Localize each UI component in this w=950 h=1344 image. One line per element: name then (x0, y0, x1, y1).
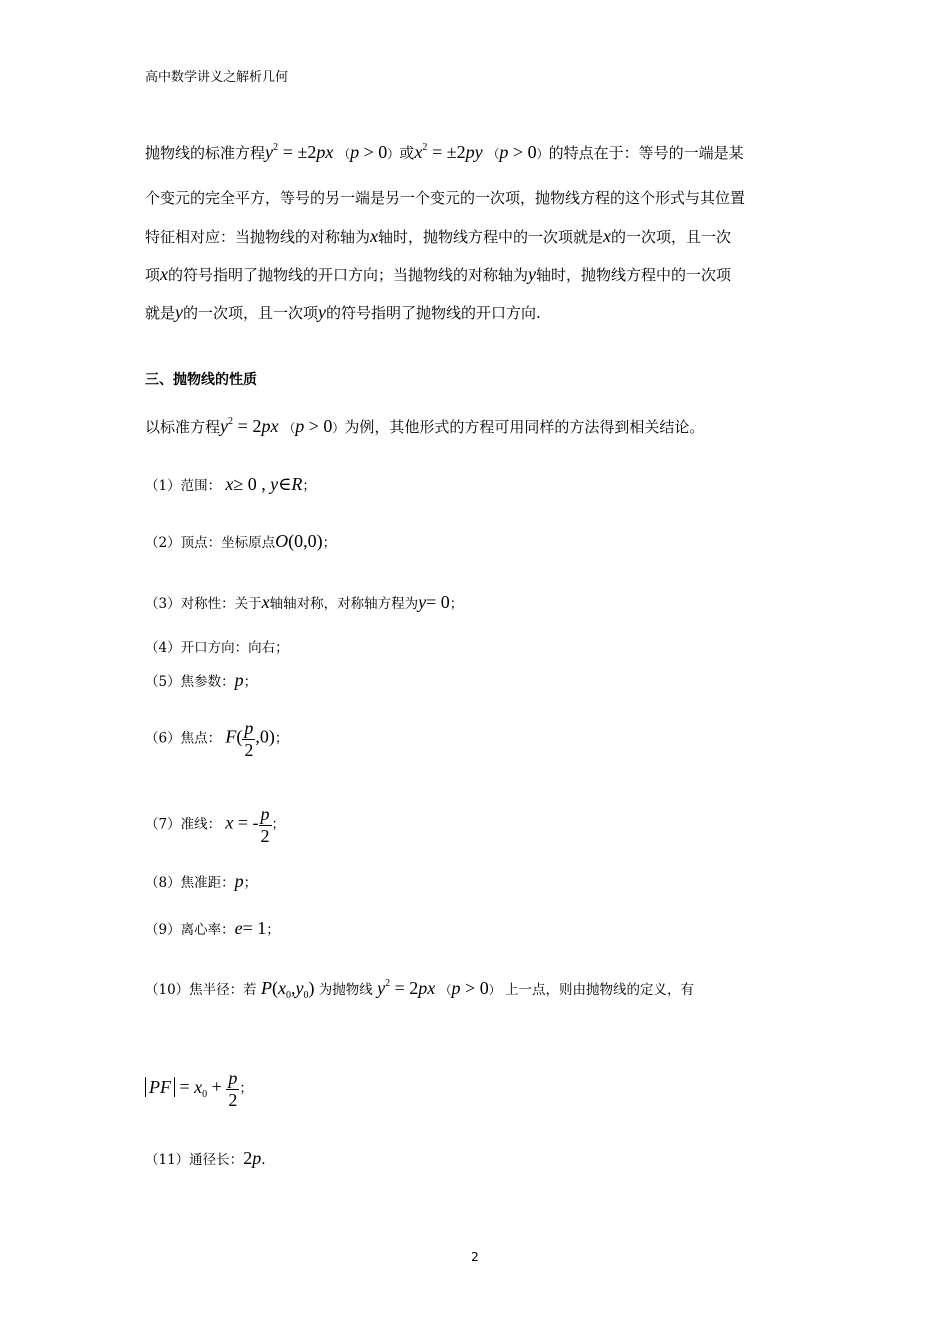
page-number: 2 (471, 1250, 479, 1264)
property-vertex: （2）顶点：坐标原点O(0,0)； (145, 531, 337, 551)
fraction-p-over-2: $\frac{p}{2}$ (228, 1068, 238, 1110)
property-focus-directrix-distance: （8）焦准距：p； (145, 871, 258, 891)
paragraph-line-3: 特征相对应：当抛物线的对称轴为x轴时，抛物线方程中的一次项就是x的一次项，且一次 (145, 226, 732, 246)
property-directrix: （7）准线： x = - $\frac{p}{2}$ ； (145, 804, 286, 846)
page-header: 高中数学讲义之解析几何 (145, 70, 289, 85)
property-opening: （4）开口方向：向右； (145, 640, 289, 656)
fraction-p-over-2: $\frac{p}{2}$ (260, 804, 270, 846)
property-focus: （6）焦点： F( $\frac{p}{2}$ ,0)； (145, 718, 289, 760)
section-title: 三、抛物线的性质 (145, 372, 257, 388)
property-focal-radius: （10）焦半径：若 $P(x_0,y_0)$ 为抛物线 $y^2 = 2px$ （p > 0） 上一点，则由抛物线的定义，有 (145, 978, 695, 1001)
intro-line: 以标准方程$y^2 = 2px$ （p > 0）为例，其他形式的方程可用同样的方法得到相关结论。 (145, 416, 705, 436)
focal-radius-formula: PF = $x_0$ + $\frac{p}{2}$ ； (145, 1068, 253, 1110)
paragraph-line-5: 就是y的一次项，且一次项y的符号指明了抛物线的开口方向. (145, 302, 541, 322)
property-symmetry: （3）对称性：关于x轴轴对称，对称轴方程为y= 0； (145, 592, 464, 612)
fraction-p-over-2: $\frac{p}{2}$ (244, 718, 254, 760)
property-latus-rectum: （11）通径长：2p. (145, 1148, 266, 1168)
paragraph-line-4: 项x的符号指明了抛物线的开口方向；当抛物线的对称轴为y轴时，抛物线方程中的一次项 (145, 264, 732, 284)
property-focal-parameter: （5）焦参数：p； (145, 670, 258, 690)
paragraph-line-2: 个变元的完全平方，等号的另一端是另一个变元的一次项，抛物线方程的这个形式与其位置 (145, 189, 746, 207)
paragraph-line-1: 抛物线的标准方程$y^2 = \pm 2px$ （p > 0）或$x^2 = \pm 2py$ （p > 0）的特点在于：等号的一端是某 (145, 142, 744, 162)
property-eccentricity: （9）离心率：e= 1； (145, 918, 280, 938)
property-range: （1）范围： x≥ 0 , y∈R； (145, 474, 316, 494)
